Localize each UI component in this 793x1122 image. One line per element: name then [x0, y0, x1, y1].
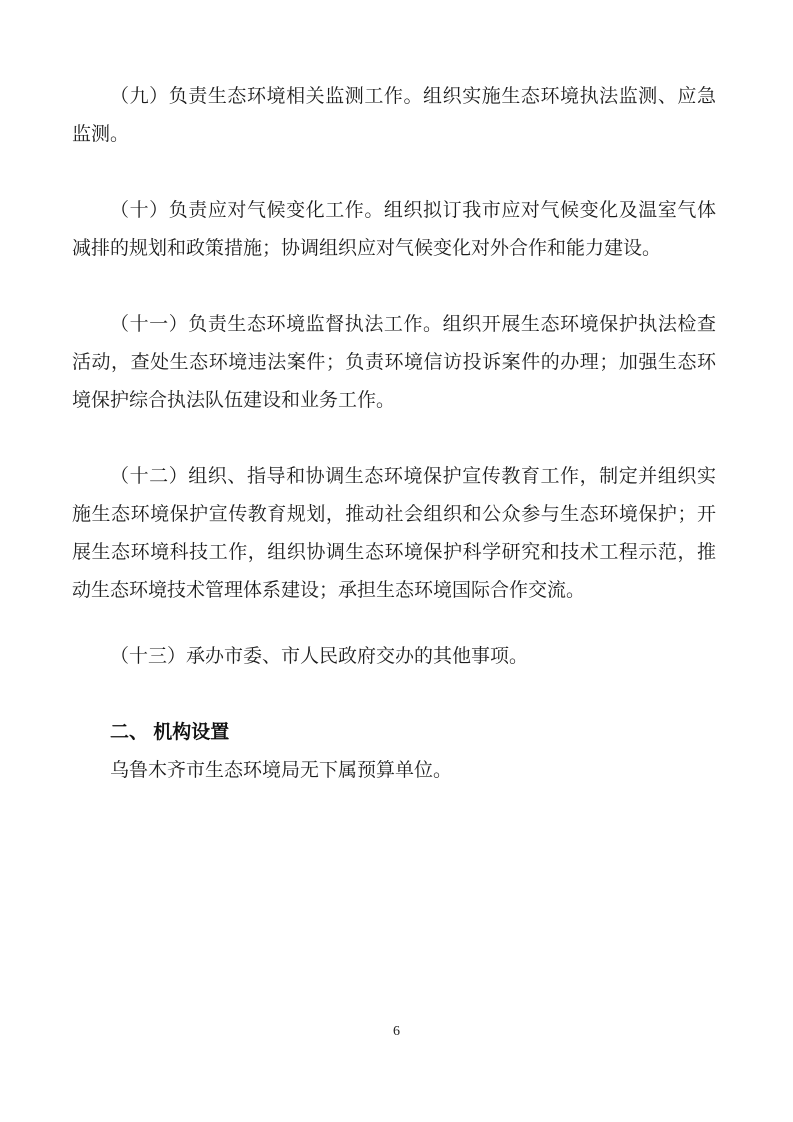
page-number: 6	[393, 1024, 400, 1039]
paragraph-duty-11: （十一）负责生态环境监督执法工作。组织开展生态环境保护执法检查活动，查处生态环境违法案件；负责环境信访投诉案件的办理；加强生态环境保护综合执法队伍建设和业务工作。	[72, 314, 716, 411]
paragraph-duty-12: （十二）组织、指导和协调生态环境保护宣传教育工作，制定并组织实施生态环境保护宣传教育规划，推动社会组织和公众参与生态环境保护；开展生态环境科技工作，组织协调生态环境保护科学研究和技术工程示范，推动生态环境技术管理体系建设；承担生态环境国际合作交流。	[72, 466, 716, 601]
paragraph-duty-13: （十三）承办市委、市人民政府交办的其他事项。	[110, 646, 529, 667]
document-content	[72, 78, 716, 790]
paragraph-duty-9: （九）负责生态环境相关监测工作。组织实施生态环境执法监测、应急监测。	[72, 86, 716, 145]
section-heading-organization-setup: 二、 机构设置	[110, 722, 230, 743]
closing-paragraph-no-subordinate-units: 乌鲁木齐市生态环境局无下属预算单位。	[110, 760, 453, 781]
paragraph-duty-10: （十）负责应对气候变化工作。组织拟订我市应对气候变化及温室气体减排的规划和政策措施；协调组织应对气候变化对外合作和能力建设。	[72, 200, 716, 259]
